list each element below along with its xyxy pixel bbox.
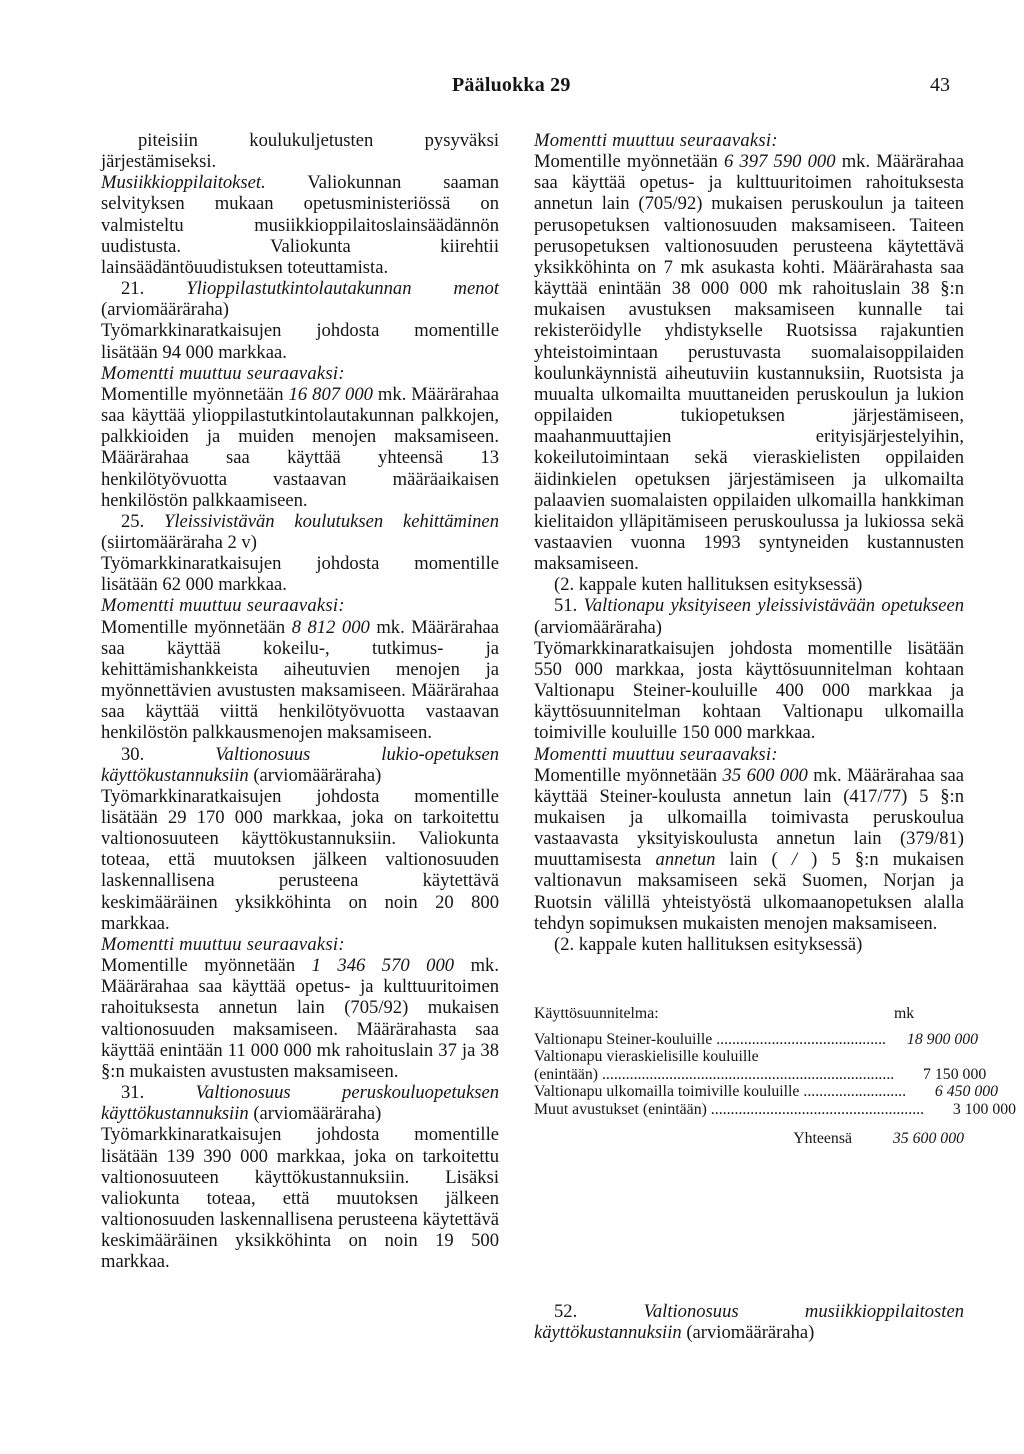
table-header-label: Käyttösuunnitelma: xyxy=(534,1005,659,1022)
section-30-paragraph-2: Momentille myönnetään 1 346 570 000 mk. Määrärahaa saa käyttää opetus- ja kulttuuritoimen rahoituksesta annetun lain (705/92) mukaisen valtionosuuden maksamiseen. Määrärahasta saa käyttää enintään 11 000 000 mk rahoituslain 37 ja 38 §:n mukaisten avustusten maksamiseen. xyxy=(101,955,499,1082)
section-51-heading: 51. Valtionapu yksityiseen yleissivistävään opetukseen (arviomääräraha) xyxy=(534,595,965,638)
page-header-title: Pääluokka 29 xyxy=(452,74,571,96)
section-52-heading: 52. Valtionosuus musiikkioppilaitosten käyttökustannuksiin (arviomääräraha) xyxy=(534,1301,964,1344)
table-row-wrap-top: Valtionapu vieraskielisille kouluille xyxy=(534,1048,759,1065)
section-51-paragraph-1: Työmarkkinaratkaisujen johdosta momentille lisätään 550 000 markkaa, josta käyttösuunnitelman kohtaan Valtionapu Steiner-kouluille 400 000 markkaa ja käyttösuunnitelman kohtaan Valtionapu ulkomailla toimiville kouluille 150 000 markkaa. xyxy=(534,637,964,744)
section-31-heading: 31. Valtionosuus peruskouluopetuksen käyttökustannuksiin (arviomääräraha) xyxy=(101,1082,499,1125)
left-paragraph-2: Musiikkioppilaitokset. Valiokunnan saaman selvityksen mukaan opetusministeriössä on valmisteltu musiikkioppilaitoslainsäädännön uudistusta. Valiokunta kiirehtii lainsäädäntöuudistuksen toteuttamista. xyxy=(101,172,499,278)
left-paragraph-1: piteisiin koulukuljetusten pysyväksi järjestämiseksi. xyxy=(101,130,499,173)
table-total-value: 35 600 000 xyxy=(892,1130,964,1147)
section-21-moment: Momentti muuttuu seuraavaksi: xyxy=(101,362,345,384)
section-25-paragraph-1: Työmarkkinaratkaisujen johdosta momentille lisätään 62 000 markkaa. xyxy=(101,553,499,596)
section-30-paragraph-1: Työmarkkinaratkaisujen johdosta momentille lisätään 29 170 000 markkaa, joka on tarkoitettu valtionosuuteen käyttökustannuksiin. Valiokunta toteaa, että muutoksen jälkeen valtionosuuden laskennallisena perusteena käytettävä keskimääräinen yksikköhinta on noin 20 800 markkaa. xyxy=(101,785,499,934)
table-header-unit: mk xyxy=(894,1005,915,1022)
table-row: Muut avustukset (enintään) ...................................................... 3 100 000 xyxy=(534,1100,1017,1118)
table-total-label: Yhteensä xyxy=(793,1130,852,1147)
right-column xyxy=(534,130,964,955)
table-row: (enintään) .......................................................................... 7 150 000 xyxy=(534,1065,987,1083)
section-25-paragraph-2: Momentille myönnetään 8 812 000 mk. Määrärahaa saa käyttää kokeilu-, tutkimus- ja kehittämishankkeista aiheutuvien menojen ja myönnettävien avustusten maksamiseen. Määrärahaa saa käyttää viittä henkilötyövuotta vastaavan henkilöstön palkkausmenojen maksamiseen. xyxy=(101,616,499,744)
section-25-heading: 25. Yleissivistävän koulutuksen kehittäminen (siirtomääräraha 2 v) xyxy=(101,510,499,553)
right-moment-1: Momentti muuttuu seuraavaksi: xyxy=(534,130,778,151)
section-21-paragraph-2: Momentille myönnetään 16 807 000 mk. Määrärahaa saa käyttää ylioppilastutkintolautakunnan palkkojen, palkkioiden ja muiden menojen maksamiseen. Määrärahaa saa käyttää yhteensä 13 henkilötyövuotta vastaavan määräaikaisen henkilöstön palkkaamiseen. xyxy=(101,383,500,511)
section-52 xyxy=(534,1301,964,1343)
section-51-moment: Momentti muuttuu seuraavaksi: xyxy=(534,743,778,765)
left-column xyxy=(101,130,499,1272)
page-number: 43 xyxy=(930,74,950,96)
section-31-paragraph-1: Työmarkkinaratkaisujen johdosta momentille lisätään 139 390 000 markkaa, joka on tarkoitettu valtionosuuteen käyttökustannuksiin. Lisäksi valiokunta toteaa, että muutoksen jälkeen valtionosuuden laskennallisena perusteena käytettävä keskimääräinen yksikköhinta on noin 19 500 markkaa. xyxy=(101,1124,499,1273)
section-heading-musiikkioppilaitokset: Musiikkioppilaitokset. xyxy=(101,172,266,194)
section-25-moment: Momentti muuttuu seuraavaksi: xyxy=(101,595,345,617)
section-21-heading: 21. Ylioppilastutkintolautakunnan menot (arviomääräraha) xyxy=(101,278,499,321)
right-paragraph-1: Momentille myönnetään 6 397 590 000 mk. Määrärahaa saa käyttää opetus- ja kulttuuritoimen rahoituksesta annetun lain (705/92) mukaisen peruskoulun ja taiteen perusopetuksen valtionosuuden maksamiseen. Taiteen perusopetuksen valtionosuuden perusteena käytettävä yksikköhinta on 7 mk asukasta kohti. Määrärahasta saa käyttää enintään 38 000 000 mk rahoituslain 38 §:n mukaisen avustuksen maksamiseen kunnalle tai rekisteröidylle yhdistykselle Ruotsissa rajakuntien yhteistoimintaan perustuvasta suomalaisoppilaiden koulunkäynnistä aiheutuviin kustannuksiin, Ruotsista ja muualta ulkomailta muuttaneiden peruskoulun ja lukion oppilaiden tukiopetuksen järjestämiseen, maahanmuuttajien erityisjärjestelyihin, kokeilutoimintaan sekä vieraskielisten oppilaiden äidinkielen opetuksen järjestämiseen ja ulkomailta palaavien suomalaisten oppilaiden ulkomailla hankkiman kielitaidon ylläpitämiseen peruskoulussa ja lukiossa sekä vastaavien vuonna 1993 syntyneiden kustannusten maksamiseen. xyxy=(534,151,965,575)
table-total-row xyxy=(534,1130,964,1148)
table-row: Valtionapu ulkomailla toimiville kouluille .......................... 6 450 000 xyxy=(534,1083,999,1100)
right-paragraph-2: (2. kappale kuten hallituksen esityksessä) xyxy=(554,574,863,596)
section-21-paragraph-1: Työmarkkinaratkaisujen johdosta momentille lisätään 94 000 markkaa. xyxy=(101,320,499,363)
section-30-moment: Momentti muuttuu seuraavaksi: xyxy=(101,933,345,955)
table-row: Valtionapu Steiner-kouluille ........................................... 18 900 000 xyxy=(534,1030,979,1048)
section-51-paragraph-2: Momentille myönnetään 35 600 000 mk. Määrärahaa saa käyttää Steiner-koulusta annetun lain (417/77) 5 §:n mukaisen ja ulkomailla toimivasta peruskoulua vastaavasta yksityiskoulusta annetun lain (379/81) muuttamisesta annetun lain ( / ) 5 §:n mukaisen valtionavun maksamiseen sekä Suomen, Norjan ja Ruotsin välillä yhteistyöstä ulkomaanopetuksen alalla tehdyn sopimuksen mukaisten menojen maksamiseen. xyxy=(534,764,965,934)
right-paragraph-3: (2. kappale kuten hallituksen esityksessä) xyxy=(554,933,863,955)
section-30-heading: 30. Valtionosuus lukio-opetuksen käyttökustannuksiin (arviomääräraha) xyxy=(101,743,499,786)
budget-table xyxy=(534,1005,1017,1148)
table-header xyxy=(534,1005,964,1023)
